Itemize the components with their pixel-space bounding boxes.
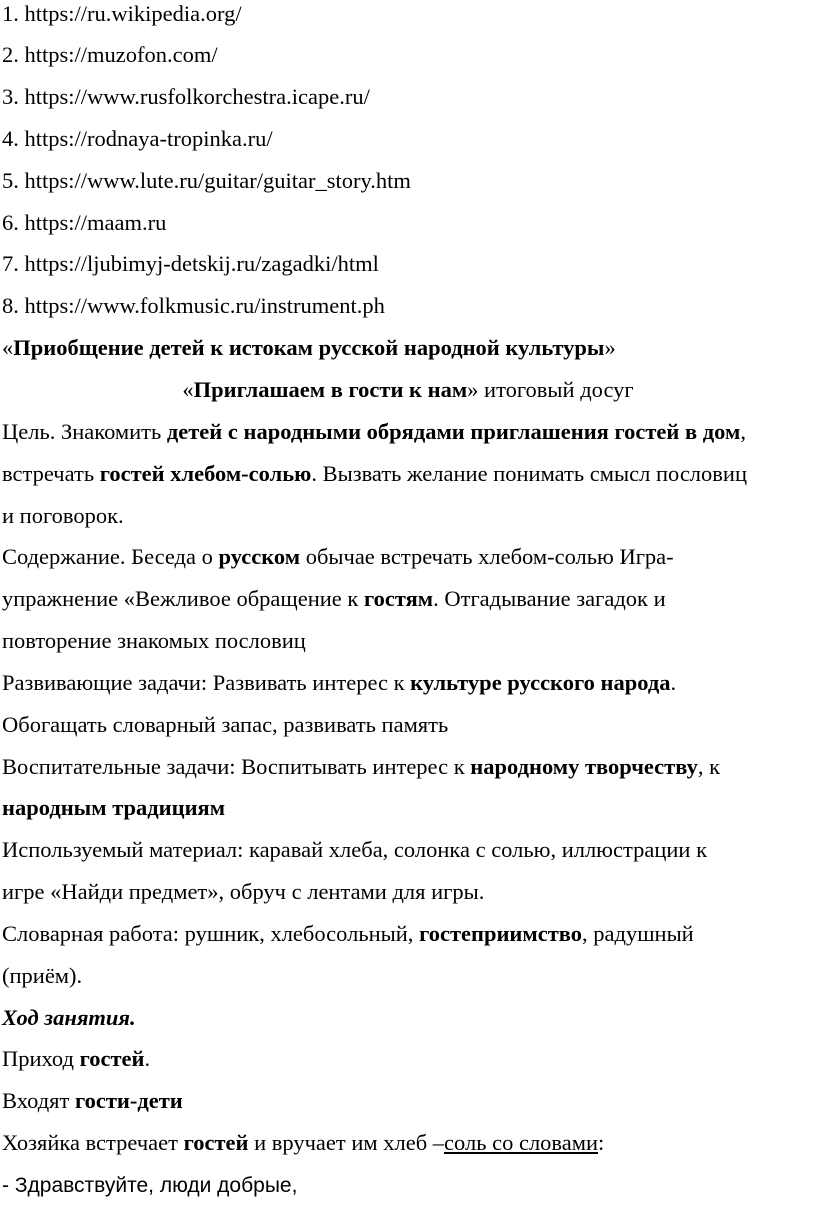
goal-punct: , [740, 419, 746, 444]
enter-text: Входят [2, 1088, 75, 1113]
content-text: . Отгадывание загадок и [433, 586, 666, 611]
dev-tasks-bold: культуре русского народа [410, 670, 671, 695]
reference-link-2: 2. https://muzofon.com/ [2, 42, 218, 67]
subtitle-open-quote: « [182, 377, 194, 402]
title-open-quote: « [2, 335, 14, 360]
hostess-text: и вручает им хлеб – [248, 1130, 445, 1155]
title-text: Приобщение детей к истокам русской народной культуры [13, 335, 605, 360]
reference-link-5: 5. https://www.lute.ru/guitar/guitar_story.htm [2, 168, 411, 193]
hostess-underlined: соль со словами [444, 1130, 599, 1155]
vocab-line-1 [2, 920, 694, 948]
content-bold: русском [218, 544, 301, 569]
content-line-3: повторение знакомых пословиц [2, 628, 306, 653]
hostess-line [2, 1129, 604, 1157]
hostess-punct: : [598, 1130, 605, 1155]
hostess-text: Хозяйка встречает [2, 1130, 184, 1155]
document-title [2, 334, 616, 362]
dev-tasks-punct: . [670, 670, 677, 695]
reference-link-6: 6. https://maam.ru [2, 210, 167, 235]
edu-tasks-bold: народному творчеству [470, 754, 698, 779]
material-line-2: игре «Найди предмет», обруч с лентами для игры. [2, 879, 485, 904]
goal-text: Цель. Знакомить [2, 419, 167, 444]
dev-tasks-line-1 [2, 669, 676, 697]
reference-link-7: 7. https://ljubimyj-detskij.ru/zagadki/html [2, 251, 379, 276]
goal-bold: гостей хлебом-солью [99, 461, 312, 486]
reference-link-8: 8. https://www.folkmusic.ru/instrument.ph [2, 293, 385, 318]
edu-tasks-line-1 [2, 753, 720, 781]
content-text: обычае встречать хлебом-солью Игра- [300, 544, 674, 569]
dev-tasks-text: Развивающие задачи: Развивать интерес к [2, 670, 411, 695]
vocab-text: , радушный [582, 921, 694, 946]
hostess-bold: гостей [183, 1130, 249, 1155]
content-text: упражнение «Вежливое обращение к [2, 586, 364, 611]
course-heading: Ход занятия. [2, 1005, 136, 1030]
subtitle-rest: итоговый досуг [478, 377, 634, 402]
goal-line-2 [2, 460, 747, 488]
enter-line [2, 1087, 183, 1115]
arrival-bold: гостей [79, 1046, 145, 1071]
arrival-punct: . [144, 1046, 151, 1071]
vocab-line-2: (приём). [2, 963, 83, 988]
reference-link-1: 1. https://ru.wikipedia.org/ [2, 1, 242, 26]
goal-line-3: и поговорок. [2, 503, 124, 528]
document-subtitle [0, 376, 816, 404]
reference-link-4: 4. https://rodnaya-tropinka.ru/ [2, 126, 273, 151]
goal-bold: детей с народными обрядами приглашения гостей в дом [166, 419, 741, 444]
edu-tasks-text: , к [697, 754, 721, 779]
edu-tasks-text: Воспитательные задачи: Воспитывать интерес к [2, 754, 471, 779]
enter-bold: гости-дети [74, 1088, 183, 1113]
goal-text: . Вызвать желание понимать смысл пословиц [311, 461, 747, 486]
content-bold: гостям [363, 586, 434, 611]
content-text: Содержание. Беседа о [2, 544, 219, 569]
vocab-text: Словарная работа: рушник, хлебосольный, [2, 921, 420, 946]
goal-line-1 [2, 418, 746, 446]
material-line-1: Используемый материал: каравай хлеба, солонка с солью, иллюстрации к [2, 837, 708, 862]
reference-link-3: 3. https://www.rusfolkorchestra.icape.ru/ [2, 84, 370, 109]
dev-tasks-line-2: Обогащать словарный запас, развивать память [2, 712, 449, 737]
vocab-bold: гостеприимство [419, 921, 583, 946]
content-line-1 [2, 543, 674, 571]
edu-tasks-line-2: народным традициям [2, 795, 226, 820]
goal-text: встречать [2, 461, 100, 486]
content-line-2 [2, 585, 666, 613]
arrival-text: Приход [2, 1046, 80, 1071]
subtitle-close-quote: » [467, 377, 479, 402]
title-close-quote: » [604, 335, 616, 360]
arrival-line [2, 1045, 150, 1073]
greeting-line: - Здравствуйте, люди добрые, [2, 1174, 298, 1197]
subtitle-bold: Приглашаем в гости к нам [193, 377, 468, 402]
